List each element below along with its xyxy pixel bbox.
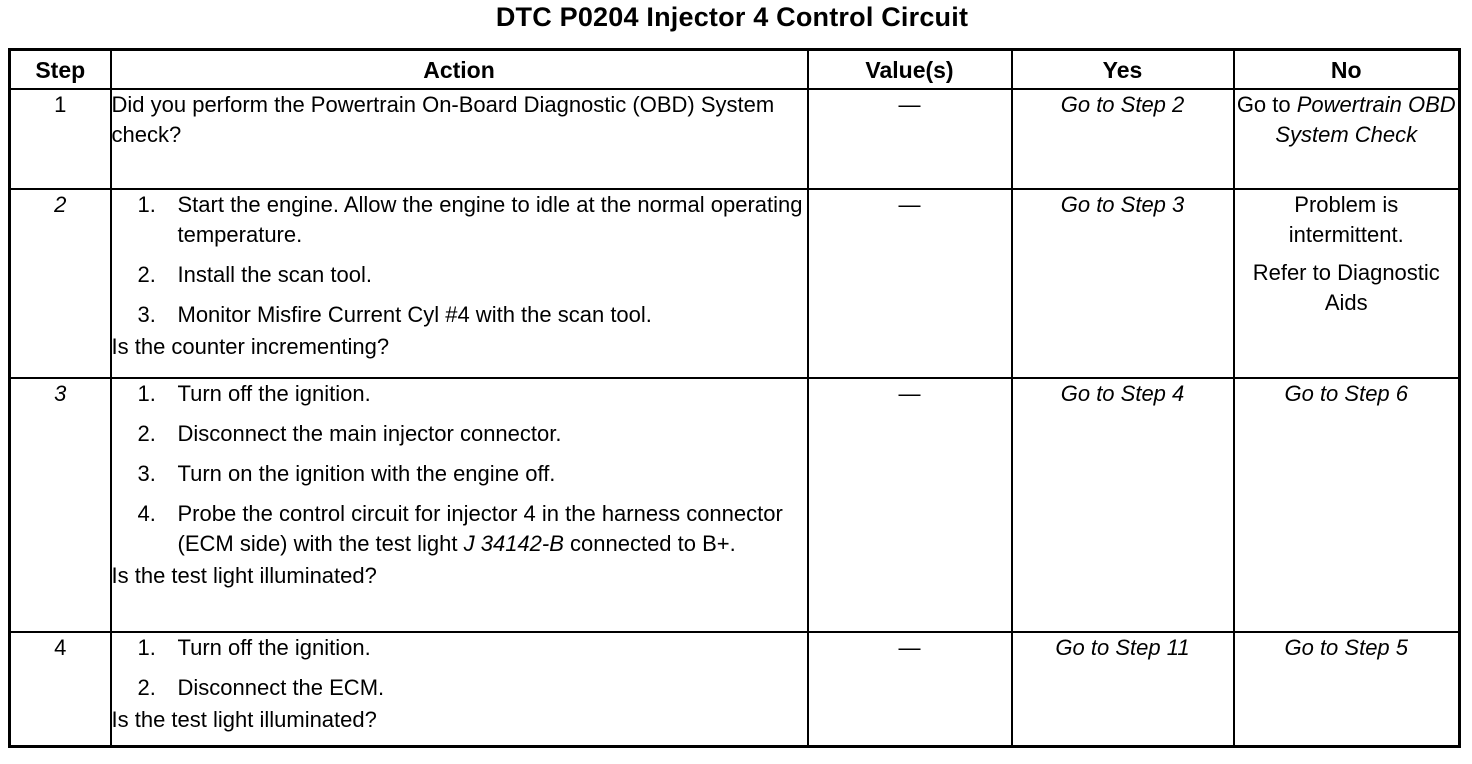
list-item-number: 3. [137, 302, 156, 327]
page-title: DTC P0204 Injector 4 Control Circuit [495, 2, 969, 32]
value-cell: — [808, 89, 1012, 189]
no-cell [1234, 189, 1460, 378]
no-link: Powertrain OBD System Check [1275, 92, 1456, 147]
list-item [112, 419, 807, 449]
list-item [112, 459, 807, 489]
action-question: Is the test light illuminated? [111, 707, 377, 732]
table-row [10, 189, 1460, 378]
value-cell: — [808, 378, 1012, 632]
list-item-text: Monitor Misfire Current Cyl #4 with the scan tool. [177, 302, 652, 327]
list-item-number: 4. [137, 501, 156, 526]
header-action: Action [111, 50, 808, 90]
action-question: Is the test light illuminated? [111, 563, 377, 588]
header-no: No [1234, 50, 1460, 90]
list-item-number: 1. [137, 635, 156, 660]
action-text: Did you perform the Powertrain On-Board Diagnostic (OBD) System check? [111, 89, 808, 189]
list-item [112, 379, 807, 409]
step-number: 1 [10, 89, 111, 189]
table-row [10, 378, 1460, 632]
list-item-text: Disconnect the ECM. [177, 675, 385, 700]
list-item [112, 300, 807, 330]
no-cell: Go to Step 5 [1234, 632, 1460, 747]
list-item-text: Turn off the ignition. [177, 381, 371, 406]
yes-cell: Go to Step 11 [1012, 632, 1234, 747]
value-cell: — [808, 189, 1012, 378]
list-item [112, 260, 807, 290]
yes-cell: Go to Step 4 [1012, 378, 1234, 632]
list-item-number: 3. [137, 461, 156, 486]
list-item-number: 2. [137, 421, 156, 446]
header-yes: Yes [1012, 50, 1234, 90]
yes-cell: Go to Step 3 [1012, 189, 1234, 378]
action-cell [111, 189, 808, 378]
step-number-text: 2 [54, 192, 67, 217]
table-row [10, 89, 1460, 189]
list-item [112, 633, 807, 663]
list-item-number: 1. [137, 192, 156, 217]
no-line-2: Refer to Diagnostic Aids [1252, 260, 1440, 315]
list-item-text: Turn on the ignition with the engine off. [177, 461, 556, 486]
list-item-text: Disconnect the main injector connector. [177, 421, 562, 446]
list-item [112, 499, 807, 559]
step-number: 4 [10, 632, 111, 747]
list-item-number: 2. [137, 262, 156, 287]
list-item-text: Start the engine. Allow the engine to idle at the normal operating temperature. [177, 192, 803, 247]
step-number [10, 189, 111, 378]
list-item-text: Turn off the ignition. [177, 635, 371, 660]
action-cell [111, 378, 808, 632]
list-item [112, 190, 807, 250]
no-prefix: Go to [1236, 92, 1297, 117]
list-item-number: 2. [137, 675, 156, 700]
diagnostic-table [8, 48, 1461, 748]
table-row [10, 632, 1460, 747]
list-item [112, 673, 807, 703]
action-question: Is the counter incrementing? [111, 334, 390, 359]
table-header-row [10, 50, 1460, 90]
tool-reference: J 34142-B [463, 531, 564, 556]
header-step: Step [10, 50, 111, 90]
header-values: Value(s) [808, 50, 1012, 90]
action-list [112, 190, 807, 330]
action-list [112, 633, 807, 703]
step-number [10, 378, 111, 632]
step-number-text: 3 [54, 381, 67, 406]
list-item-number: 1. [137, 381, 156, 406]
list-item-text: Install the scan tool. [177, 262, 372, 287]
list-item-text-end: connected to B+. [563, 531, 736, 556]
yes-cell: Go to Step 2 [1012, 89, 1234, 189]
value-cell: — [808, 632, 1012, 747]
no-cell [1234, 89, 1460, 189]
no-cell: Go to Step 6 [1234, 378, 1460, 632]
action-cell [111, 632, 808, 747]
action-list [112, 379, 807, 559]
list-item-text: Probe the control circuit for injector 4 in the harness connector (ECM side) with the test light [177, 501, 783, 556]
no-line-1: Problem is intermittent. [1288, 192, 1404, 247]
